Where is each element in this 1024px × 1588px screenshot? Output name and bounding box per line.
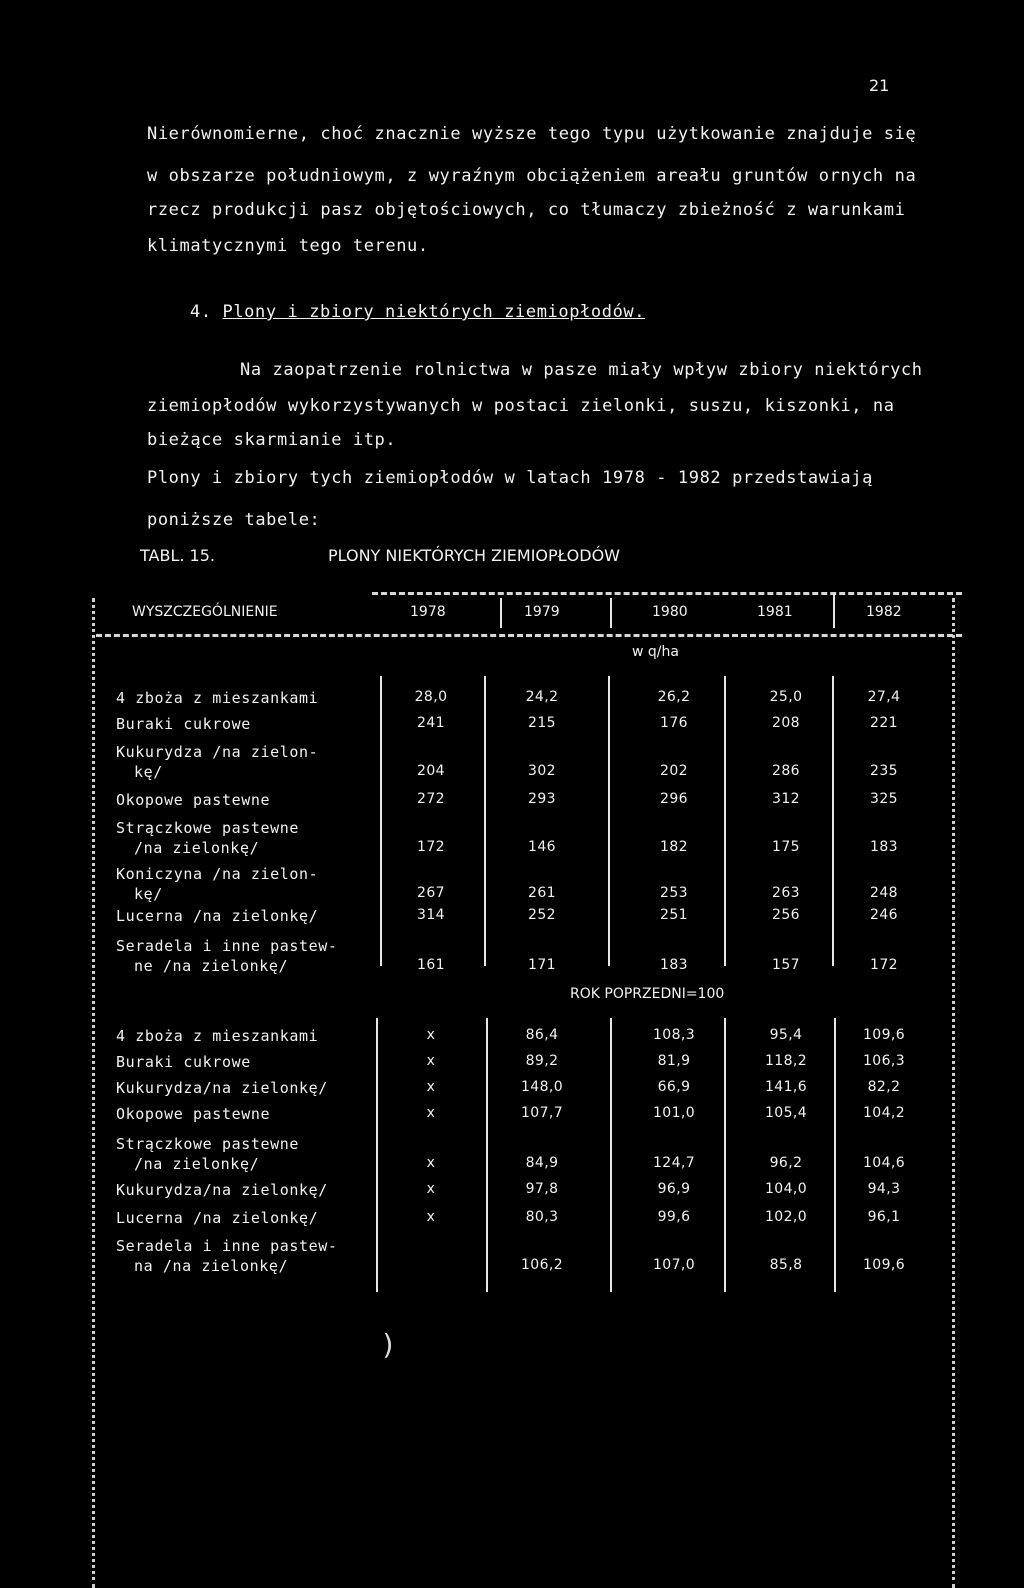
table-header-rule <box>96 634 962 637</box>
cell-value: x <box>426 1079 436 1095</box>
column-rule <box>724 1018 726 1292</box>
header-year: 1982 <box>866 604 902 620</box>
cell-value: 204 <box>417 763 445 779</box>
cell-value: 175 <box>772 839 800 855</box>
intro-line: w obszarze południowym, z wyraźnym obciążeniem areału gruntów ornych na <box>147 166 917 186</box>
table-title: PLONY NIEKTÓRYCH ZIEMIOPŁODÓW <box>328 546 620 565</box>
cell-value: 161 <box>417 957 445 973</box>
cell-value: 256 <box>772 907 800 923</box>
cell-value: 286 <box>772 763 800 779</box>
cell-value: 208 <box>772 715 800 731</box>
cell-value: 202 <box>660 763 688 779</box>
cell-value: 102,0 <box>764 1209 808 1225</box>
cell-value: 84,9 <box>525 1155 559 1171</box>
cell-value: 235 <box>870 763 898 779</box>
cell-value: 272 <box>417 791 445 807</box>
section-heading <box>190 302 645 322</box>
column-rule <box>380 676 382 966</box>
row-label: kę/ <box>134 885 163 903</box>
stray-mark: ) <box>380 1328 397 1361</box>
cell-value: 104,2 <box>862 1105 906 1121</box>
cell-value: 252 <box>528 907 556 923</box>
cell-value: 81,9 <box>657 1053 691 1069</box>
row-label: Seradela i inne pastew- <box>116 937 338 955</box>
cell-value: 27,4 <box>867 689 901 705</box>
cell-value: 80,3 <box>525 1209 559 1225</box>
cell-value: 86,4 <box>525 1027 559 1043</box>
header-first-column: WYSZCZEGÓLNIENIE <box>132 604 278 620</box>
cell-value: 263 <box>772 885 800 901</box>
row-label: Okopowe pastewne <box>116 1105 271 1123</box>
header-column-rule <box>500 598 502 628</box>
intro-line: Nierównomierne, choć znacznie wyższe tego typu użytkowanie znajduje się <box>147 124 917 144</box>
cell-value: 183 <box>870 839 898 855</box>
cell-value: 104,6 <box>862 1155 906 1171</box>
cell-value: 171 <box>528 957 556 973</box>
cell-value: x <box>426 1027 436 1043</box>
header-year: 1980 <box>652 604 688 620</box>
header-column-rule <box>833 594 835 628</box>
cell-value: 314 <box>417 907 445 923</box>
cell-value: x <box>426 1105 436 1121</box>
row-label: Seradela i inne pastew- <box>116 1237 338 1255</box>
cell-value: x <box>426 1053 436 1069</box>
table-right-border <box>952 598 955 1588</box>
cell-value: 24,2 <box>525 689 559 705</box>
column-rule <box>832 676 834 966</box>
body-line: poniższe tabele: <box>147 510 321 530</box>
cell-value: 97,8 <box>525 1181 559 1197</box>
column-rule <box>834 1018 836 1292</box>
header-year: 1978 <box>410 604 446 620</box>
row-label: Okopowe pastewne <box>116 791 271 809</box>
cell-value: 182 <box>660 839 688 855</box>
cell-value: 106,3 <box>862 1053 906 1069</box>
intro-line: rzecz produkcji pasz objętościowych, co tłumaczy zbieżność z warunkami <box>147 200 906 220</box>
row-label: Buraki cukrowe <box>116 715 251 733</box>
table-top-rule <box>372 592 962 595</box>
cell-value: 66,9 <box>657 1079 691 1095</box>
cell-value: 107,7 <box>520 1105 564 1121</box>
cell-value: 96,9 <box>657 1181 691 1197</box>
cell-value: 172 <box>417 839 445 855</box>
row-label: Kukurydza/na zielonkę/ <box>116 1079 328 1097</box>
cell-value: 107,0 <box>652 1257 696 1273</box>
cell-value: 82,2 <box>867 1079 901 1095</box>
cell-value: 108,3 <box>652 1027 696 1043</box>
table-label: TABL. 15. <box>140 546 215 565</box>
body-line: Plony i zbiory tych ziemiopłodów w latach 1978 - 1982 przedstawiają <box>147 468 873 488</box>
unit-label: w q/ha <box>632 644 679 660</box>
row-label: Lucerna /na zielonkę/ <box>116 1209 319 1227</box>
body-line: ziemiopłodów wykorzystywanych w postaci zielonki, suszu, kiszonki, na <box>147 396 895 416</box>
row-label: Lucerna /na zielonkę/ <box>116 907 319 925</box>
row-label: Strączkowe pastewne <box>116 1135 299 1153</box>
cell-value: 312 <box>772 791 800 807</box>
row-label: /na zielonkę/ <box>134 839 260 857</box>
cell-value: x <box>426 1181 436 1197</box>
row-label: Kukurydza/na zielonkę/ <box>116 1181 328 1199</box>
cell-value: x <box>426 1155 436 1171</box>
cell-value: 118,2 <box>764 1053 808 1069</box>
index-label: ROK POPRZEDNI=100 <box>570 986 725 1002</box>
cell-value: x <box>426 1209 436 1225</box>
row-label: 4 zboża z mieszankami <box>116 1027 319 1045</box>
row-label: ne /na zielonkę/ <box>134 957 289 975</box>
cell-value: 89,2 <box>525 1053 559 1069</box>
cell-value: 124,7 <box>652 1155 696 1171</box>
cell-value: 109,6 <box>862 1257 906 1273</box>
cell-value: 261 <box>528 885 556 901</box>
cell-value: 25,0 <box>769 689 803 705</box>
cell-value: 99,6 <box>657 1209 691 1225</box>
column-rule <box>608 676 610 966</box>
intro-line: klimatycznymi tego terenu. <box>147 236 429 256</box>
cell-value: 176 <box>660 715 688 731</box>
cell-value: 141,6 <box>764 1079 808 1095</box>
cell-value: 96,2 <box>769 1155 803 1171</box>
row-label: Strączkowe pastewne <box>116 819 299 837</box>
column-rule <box>376 1018 378 1292</box>
cell-value: 302 <box>528 763 556 779</box>
header-year: 1981 <box>757 604 793 620</box>
cell-value: 215 <box>528 715 556 731</box>
header-column-rule <box>610 598 612 628</box>
cell-value: 157 <box>772 957 800 973</box>
section-number: 4. <box>190 302 212 322</box>
row-label: Kukurydza /na zielon- <box>116 743 319 761</box>
cell-value: 253 <box>660 885 688 901</box>
row-label: Buraki cukrowe <box>116 1053 251 1071</box>
cell-value: 146 <box>528 839 556 855</box>
cell-value: 26,2 <box>657 689 691 705</box>
row-label: /na zielonkę/ <box>134 1155 260 1173</box>
cell-value: 101,0 <box>652 1105 696 1121</box>
cell-value: 95,4 <box>769 1027 803 1043</box>
cell-value: 85,8 <box>769 1257 803 1273</box>
cell-value: 241 <box>417 715 445 731</box>
cell-value: 246 <box>870 907 898 923</box>
cell-value: 325 <box>870 791 898 807</box>
cell-value: 28,0 <box>414 689 448 705</box>
cell-value: 94,3 <box>867 1181 901 1197</box>
column-rule <box>486 1018 488 1292</box>
cell-value: 148,0 <box>520 1079 564 1095</box>
cell-value: 251 <box>660 907 688 923</box>
cell-value: 183 <box>660 957 688 973</box>
cell-value: 105,4 <box>764 1105 808 1121</box>
body-line: Na zaopatrzenie rolnictwa w pasze miały wpływ zbiory niektórych <box>240 360 923 380</box>
cell-value: 248 <box>870 885 898 901</box>
cell-value: 293 <box>528 791 556 807</box>
column-rule <box>610 1018 612 1292</box>
header-year: 1979 <box>524 604 560 620</box>
page-number: 21 <box>869 76 890 95</box>
column-rule <box>484 676 486 966</box>
row-label: Koniczyna /na zielon- <box>116 865 319 883</box>
cell-value: 221 <box>870 715 898 731</box>
cell-value: 96,1 <box>867 1209 901 1225</box>
cell-value: 106,2 <box>520 1257 564 1273</box>
body-line: bieżące skarmianie itp. <box>147 430 397 450</box>
column-rule <box>724 676 726 966</box>
cell-value: 267 <box>417 885 445 901</box>
row-label: 4 zboża z mieszankami <box>116 689 319 707</box>
cell-value: 172 <box>870 957 898 973</box>
row-label: na /na zielonkę/ <box>134 1257 289 1275</box>
row-label: kę/ <box>134 763 163 781</box>
cell-value: 104,0 <box>764 1181 808 1197</box>
cell-value: 109,6 <box>862 1027 906 1043</box>
cell-value: 296 <box>660 791 688 807</box>
table-left-border <box>92 598 95 1588</box>
section-title: Plony i zbiory niektórych ziemiopłodów. <box>222 302 646 322</box>
